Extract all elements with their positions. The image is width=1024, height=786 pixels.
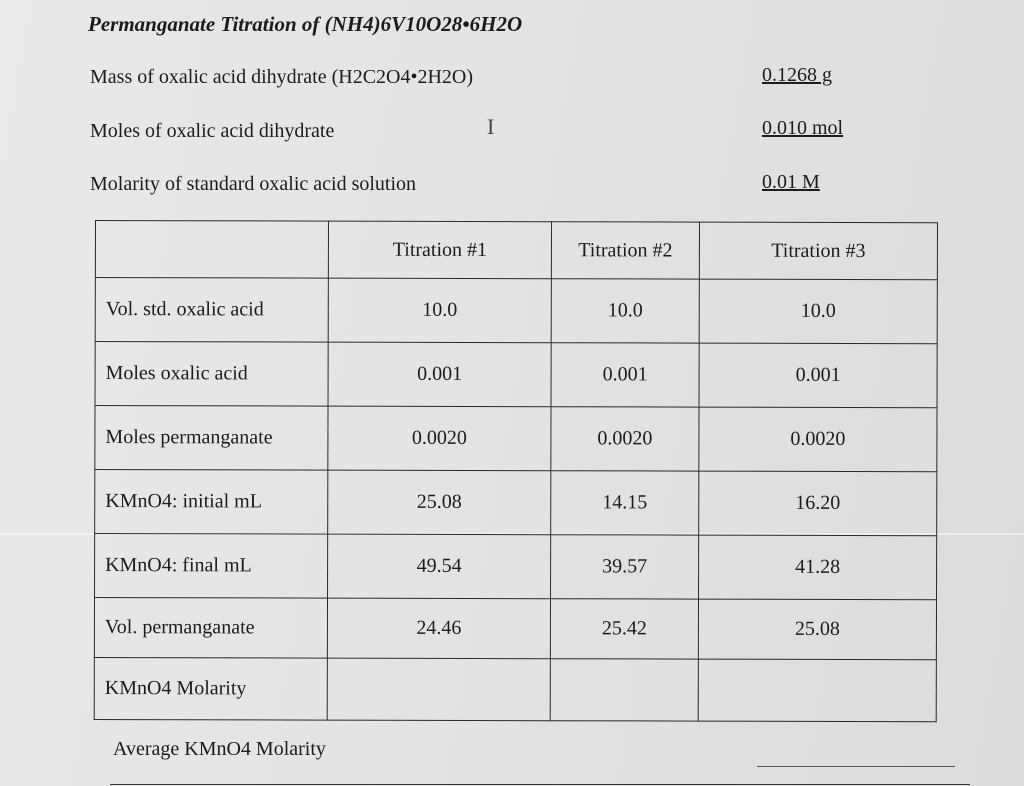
text-cursor-icon: I — [487, 114, 495, 139]
cell-value[interactable]: 41.28 — [699, 535, 937, 600]
table-row — [94, 657, 936, 721]
cell-value[interactable]: 14.15 — [551, 471, 699, 535]
table-row — [95, 534, 937, 600]
cell-value[interactable]: 0.0020 — [699, 407, 937, 472]
cell-value[interactable]: 0.001 — [699, 343, 937, 408]
cell-value[interactable]: 16.20 — [699, 471, 937, 536]
header-titration-3: Titration #3 — [699, 222, 937, 280]
table-row — [95, 470, 937, 536]
moles-oxalic-value: 0.010 mol — [762, 117, 844, 139]
cell-value[interactable]: 25.08 — [698, 599, 936, 660]
cell-value[interactable]: 39.57 — [551, 535, 699, 599]
bottom-divider — [110, 784, 970, 785]
table-header-row — [95, 221, 937, 280]
cell-value[interactable]: 0.001 — [328, 342, 551, 407]
row-label: KMnO4 Molarity — [94, 657, 327, 720]
row-label: KMnO4: final mL — [95, 534, 328, 599]
cell-value[interactable]: 25.42 — [550, 599, 698, 659]
cell-value[interactable] — [698, 659, 936, 722]
table-row — [95, 406, 937, 472]
molarity-oxalic-label: Molarity of standard oxalic acid solution — [90, 173, 417, 195]
cell-value[interactable]: 10.0 — [328, 278, 551, 343]
mass-oxalic-value: 0.1268 g — [762, 64, 832, 86]
cell-value[interactable] — [550, 659, 698, 721]
row-label: Vol. std. oxalic acid — [95, 278, 328, 343]
average-molarity-label: Average KMnO4 Molarity — [113, 738, 326, 760]
table-row — [94, 598, 936, 660]
table-row — [95, 342, 937, 408]
cell-value[interactable]: 10.0 — [699, 279, 937, 344]
average-molarity-answer-line[interactable] — [757, 766, 955, 767]
row-label: Moles permanganate — [95, 406, 328, 471]
moles-oxalic-label: Moles of oxalic acid dihydrate — [90, 120, 335, 142]
row-label: KMnO4: initial mL — [95, 470, 328, 535]
header-empty-cell — [95, 221, 328, 279]
cell-value[interactable]: 0.0020 — [551, 407, 699, 471]
row-label: Vol. permanganate — [94, 598, 327, 659]
cell-value[interactable]: 49.54 — [328, 534, 551, 599]
molarity-oxalic-value: 0.01 M — [762, 171, 820, 193]
mass-oxalic-label: Mass of oxalic acid dihydrate (H2C2O4•2H2O) — [90, 66, 474, 88]
cell-value[interactable]: 25.08 — [328, 470, 551, 535]
table-row — [95, 278, 937, 344]
cell-value[interactable]: 0.0020 — [328, 406, 551, 471]
cell-value[interactable] — [327, 658, 550, 721]
cell-value[interactable]: 0.001 — [551, 343, 699, 407]
cell-value[interactable]: 10.0 — [551, 279, 699, 343]
page-title: Permanganate Titration of (NH4)6V10O28•6H2O — [88, 12, 523, 36]
header-titration-1: Titration #1 — [328, 221, 551, 279]
row-label: Moles oxalic acid — [95, 342, 328, 407]
header-titration-2: Titration #2 — [551, 222, 699, 279]
cell-value[interactable]: 24.46 — [327, 598, 550, 659]
titration-table — [94, 220, 938, 722]
